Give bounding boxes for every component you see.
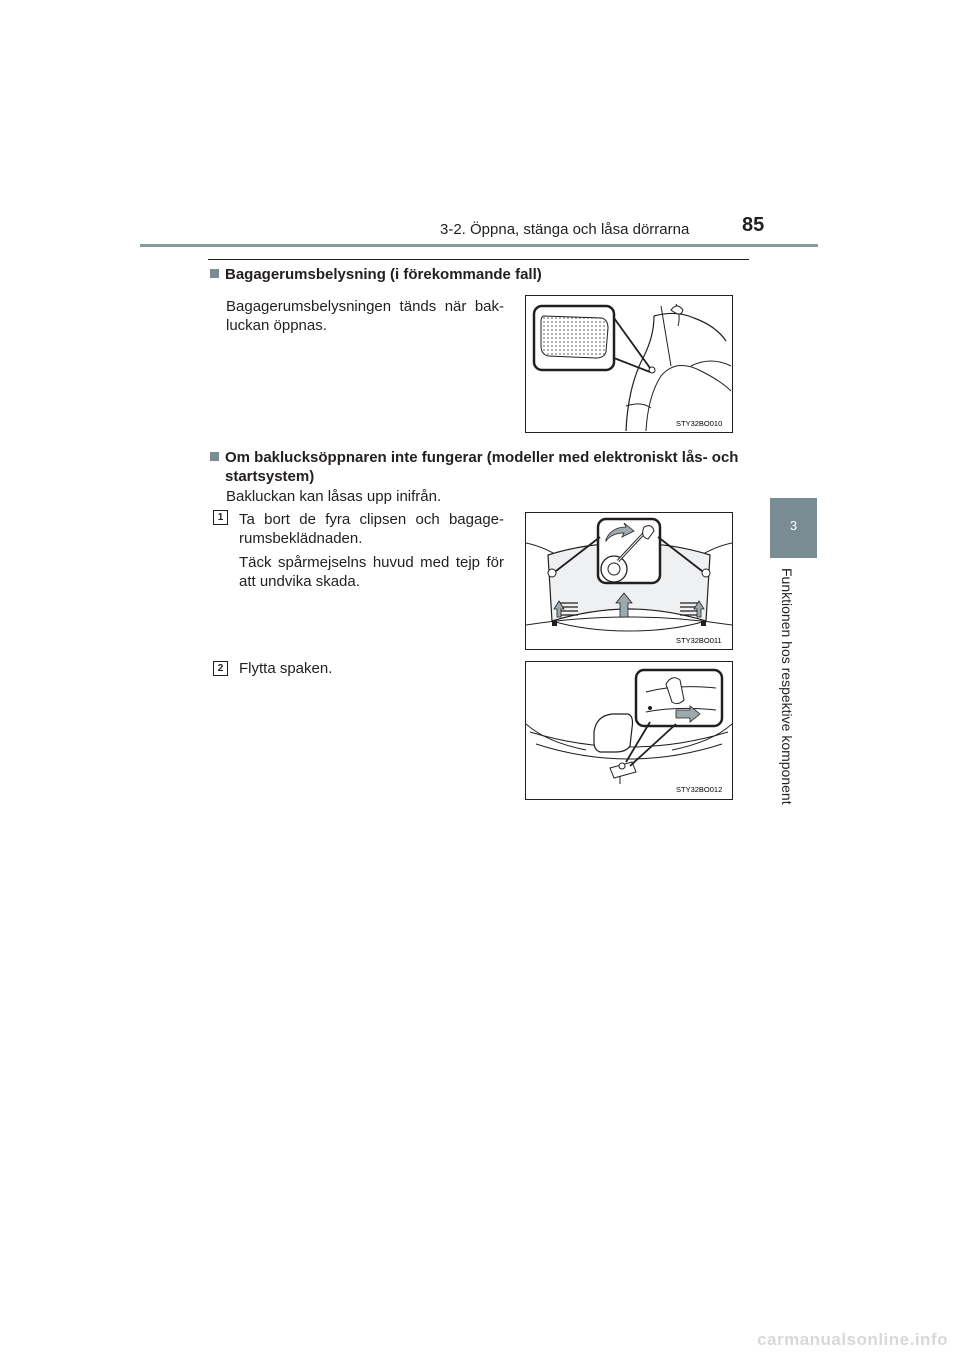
text-line: luckan öppnas.: [226, 317, 327, 334]
chapter-label: Funktionen hos respektive komponent: [779, 568, 795, 805]
square-bullet-icon: [210, 452, 219, 461]
figure-code: STY32BO012: [676, 785, 723, 794]
text-line: att undvika skada.: [239, 573, 360, 590]
figure-code: STY32BO011: [676, 636, 722, 645]
step-text: [239, 510, 504, 548]
watermark: carmanualsonline.info: [757, 1330, 948, 1349]
section-heading: [210, 448, 750, 486]
header-section-title: 3-2. Öppna, stänga och låsa dörrarna: [440, 221, 690, 238]
content-top-rule: [208, 259, 749, 260]
page-number: 85: [742, 214, 765, 236]
remove-clips-illustration: [526, 513, 732, 649]
heading-line: startsystem): [225, 468, 315, 485]
header-rule: [140, 244, 818, 247]
step-text: Flytta spaken.: [239, 660, 333, 677]
figure-code: STY32BO010: [676, 419, 723, 428]
chapter-tab: [770, 498, 817, 558]
heading-line: Om baklucksöppnaren inte fungerar (modeller med elektroniskt lås- och: [210, 448, 750, 467]
text-line: rumsbeklädnaden.: [239, 530, 363, 547]
figure-remove-clips: [525, 512, 733, 650]
text-line: Bagagerumsbelysningen tänds när bak-: [226, 298, 504, 315]
figure-move-lever: [525, 661, 733, 800]
text-line: Täck spårmejselns huvud med tejp för: [239, 554, 504, 571]
figure-luggage-light: [525, 295, 733, 433]
step-note: [239, 553, 504, 591]
move-lever-illustration: [526, 662, 732, 799]
section-text: [226, 297, 504, 335]
text-line: Ta bort de fyra clipsen och bagage-: [239, 511, 504, 528]
section-intro: Bakluckan kan låsas upp inifrån.: [226, 488, 442, 505]
step-number-box: 2: [213, 661, 228, 676]
section-heading: Bagagerumsbelysning (i förekommande fall): [210, 265, 542, 284]
square-bullet-icon: [210, 269, 219, 278]
chapter-number: 3: [789, 518, 798, 533]
luggage-light-illustration: [526, 296, 732, 432]
step-number-box: 1: [213, 510, 228, 525]
